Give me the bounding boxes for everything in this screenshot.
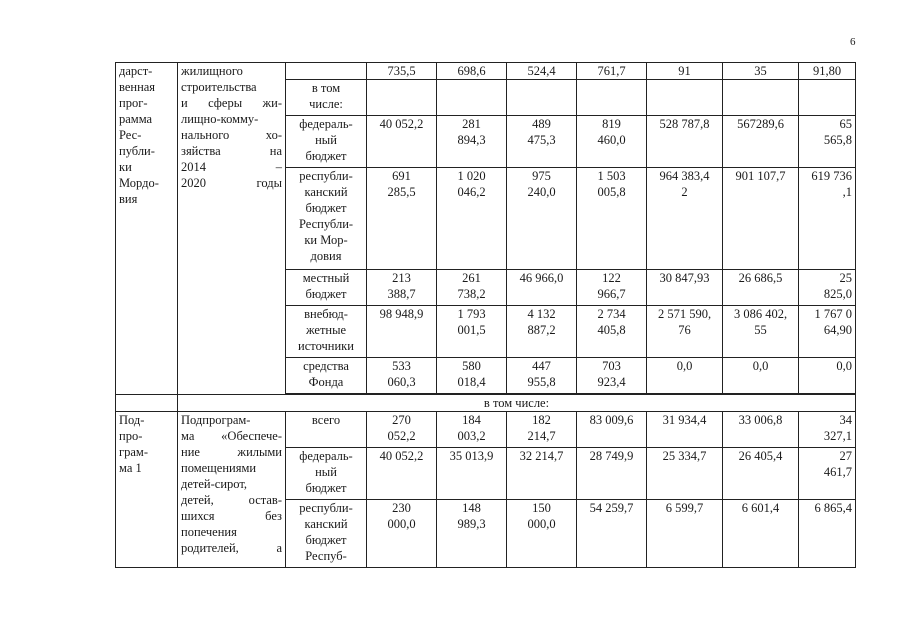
value-cell: 3 086 402, 55: [723, 306, 799, 358]
value-cell: 184 003,2: [437, 412, 507, 448]
value-cell: 1 020 046,2: [437, 168, 507, 270]
value-cell: 735,5: [367, 63, 437, 80]
value-cell: 98 948,9: [367, 306, 437, 358]
value-cell: 6 865,4: [799, 500, 856, 568]
value-cell: 580 018,4: [437, 358, 507, 394]
value-cell: 34 327,1: [799, 412, 856, 448]
value-cell: 40 052,2: [367, 448, 437, 500]
source-cell: [286, 63, 367, 80]
value-cell: 1 767 0 64,90: [799, 306, 856, 358]
value-cell: 691 285,5: [367, 168, 437, 270]
value-cell: 819 460,0: [577, 116, 647, 168]
source-cell: средства Фонда: [286, 358, 367, 394]
value-cell: 447 955,8: [507, 358, 577, 394]
value-cell: 0,0: [799, 358, 856, 394]
value-cell: 698,6: [437, 63, 507, 80]
value-cell: 91: [647, 63, 723, 80]
value-cell: 28 749,9: [577, 448, 647, 500]
value-cell: 31 934,4: [647, 412, 723, 448]
value-cell: 761,7: [577, 63, 647, 80]
value-cell: 25 825,0: [799, 270, 856, 306]
source-cell: внебюд- жетные источники: [286, 306, 367, 358]
value-cell: 40 052,2: [367, 116, 437, 168]
value-cell: 2 571 590, 76: [647, 306, 723, 358]
value-cell: 703 923,4: [577, 358, 647, 394]
source-cell: всего: [286, 412, 367, 448]
value-cell: 26 686,5: [723, 270, 799, 306]
value-cell: 1 793 001,5: [437, 306, 507, 358]
value-cell: 6 599,7: [647, 500, 723, 568]
value-cell: 35: [723, 63, 799, 80]
value-cell: 46 966,0: [507, 270, 577, 306]
value-cell: 270 052,2: [367, 412, 437, 448]
value-cell: 91,80: [799, 63, 856, 80]
value-cell: 528 787,8: [647, 116, 723, 168]
source-cell: в том числе:: [286, 80, 367, 116]
value-cell: 54 259,7: [577, 500, 647, 568]
section-spacer-cell: [116, 395, 178, 412]
value-cell: 524,4: [507, 63, 577, 80]
source-cell: республи- канский бюджет Республи- ки Мор- довия: [286, 168, 367, 270]
value-cell: 567289,6: [723, 116, 799, 168]
source-cell: федераль- ный бюджет: [286, 116, 367, 168]
value-cell: 964 383,4 2: [647, 168, 723, 270]
value-cell: 2 734 405,8: [577, 306, 647, 358]
value-cell: 148 989,3: [437, 500, 507, 568]
table-row: [116, 63, 856, 80]
value-cell: 975 240,0: [507, 168, 577, 270]
value-cell: 33 006,8: [723, 412, 799, 448]
value-cell: 281 894,3: [437, 116, 507, 168]
value-cell: 26 405,4: [723, 448, 799, 500]
subprogram-name-cell: Под- про- грам- ма 1: [116, 412, 178, 568]
section-label: в том числе:: [178, 395, 856, 412]
value-cell: 65 565,8: [799, 116, 856, 168]
value-cell: 261 738,2: [437, 270, 507, 306]
value-cell: 35 013,9: [437, 448, 507, 500]
value-cell: 901 107,7: [723, 168, 799, 270]
value-cell: 0,0: [647, 358, 723, 394]
value-cell: 122 966,7: [577, 270, 647, 306]
value-cell: 150 000,0: [507, 500, 577, 568]
value-cell: 213 388,7: [367, 270, 437, 306]
value-cell: 182 214,7: [507, 412, 577, 448]
table-row: [116, 412, 856, 448]
value-cell: 27 461,7: [799, 448, 856, 500]
source-cell: республи- канский бюджет Респуб-: [286, 500, 367, 568]
value-cell: 489 475,3: [507, 116, 577, 168]
value-cell: 230 000,0: [367, 500, 437, 568]
budget-table: [115, 62, 856, 568]
value-cell: 32 214,7: [507, 448, 577, 500]
value-cell: 83 009,6: [577, 412, 647, 448]
source-cell: федераль- ный бюджет: [286, 448, 367, 500]
value-cell: 0,0: [723, 358, 799, 394]
value-cell: 1 503 005,8: [577, 168, 647, 270]
section-row: [116, 395, 856, 412]
program-description-cell: жилищного строительства и сферы жи- лищно-комму- нального хо- зяйства на 2014 – 2020 годы: [178, 63, 286, 395]
value-cell: 619 736 ,1: [799, 168, 856, 270]
page-number: 6: [850, 36, 856, 48]
program-name-cell: дарст- венная прог- рамма Рес- публи- ки Мордо- вия: [116, 63, 178, 395]
value-cell: 25 334,7: [647, 448, 723, 500]
value-cell: 6 601,4: [723, 500, 799, 568]
source-cell: местный бюджет: [286, 270, 367, 306]
value-cell: 533 060,3: [367, 358, 437, 394]
value-cell: 4 132 887,2: [507, 306, 577, 358]
value-cell: 30 847,93: [647, 270, 723, 306]
subprogram-description-cell: Подпрограм- ма «Обеспече- ние жилыми помещениями детей-сирот, детей, остав- шихся без попечения родителей, а: [178, 412, 286, 568]
